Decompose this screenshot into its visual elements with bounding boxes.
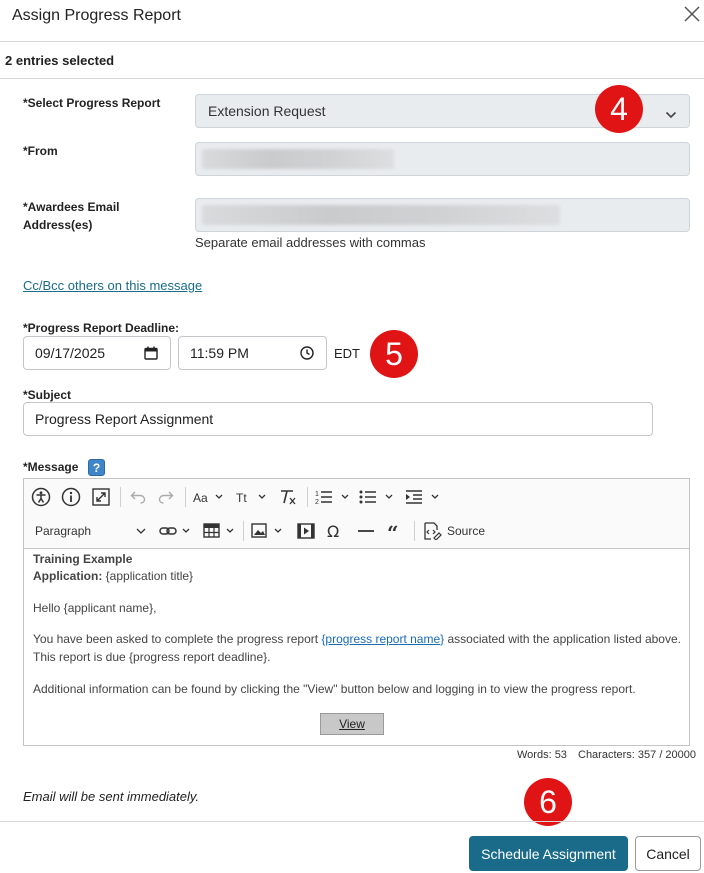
from-label: *From — [23, 144, 58, 158]
paragraph-format-value: Paragraph — [35, 524, 92, 538]
svg-text:“: “ — [387, 523, 399, 539]
image-icon[interactable] — [250, 519, 286, 543]
editor-content[interactable] — [24, 550, 689, 745]
deadline-time-value: 11:59 PM — [190, 345, 249, 361]
remove-format-icon[interactable] — [276, 485, 300, 509]
content-heading: Training Example — [33, 552, 133, 566]
char-count: Characters: 357 / 20000 — [578, 749, 697, 761]
redacted-emails — [202, 205, 560, 225]
application-label: Application: — [33, 569, 103, 583]
awardees-label-line2: Address(es) — [23, 218, 93, 232]
report-name-link[interactable]: {progress report name} — [321, 632, 445, 646]
source-label: Source — [447, 524, 486, 538]
editor-toolbar — [24, 479, 689, 549]
media-icon[interactable] — [294, 519, 318, 543]
line1-before: You have been asked to complete the progress report — [33, 632, 322, 646]
source-icon — [422, 522, 442, 540]
subject-label: *Subject — [23, 388, 72, 402]
subject-value: Progress Report Assignment — [35, 411, 214, 427]
svg-text:2: 2 — [315, 499, 319, 505]
calendar-icon[interactable] — [144, 346, 158, 363]
dialog-title: Assign Progress Report — [12, 7, 181, 24]
redacted-from — [202, 149, 394, 169]
paragraph-format-select[interactable] — [32, 519, 148, 543]
cc-bcc-link[interactable]: Cc/Bcc others on this message — [23, 278, 203, 293]
source-button[interactable] — [422, 519, 492, 543]
cancel-button[interactable]: Cancel — [635, 836, 701, 871]
help-icon[interactable]: ? — [88, 459, 105, 476]
awardees-label — [23, 198, 120, 234]
word-count: Words: 53 — [517, 749, 567, 761]
accessibility-icon[interactable] — [29, 485, 53, 509]
undo-icon[interactable] — [126, 485, 150, 509]
info-icon[interactable] — [59, 485, 83, 509]
chevron-down-icon — [665, 106, 677, 124]
svg-text:Ω: Ω — [327, 523, 340, 539]
numbered-list-icon[interactable] — [314, 485, 354, 509]
content-line2: This report is due {progress report deadline}. — [33, 650, 271, 664]
report-select-value: Extension Request — [208, 103, 326, 119]
fullscreen-icon[interactable] — [89, 485, 113, 509]
svg-text:1: 1 — [315, 491, 319, 498]
special-characters-icon[interactable] — [323, 519, 347, 543]
svg-text:Aa: Aa — [193, 491, 208, 504]
clock-icon[interactable] — [300, 346, 314, 363]
awardees-label-line1: *Awardees Email — [23, 200, 120, 214]
message-label: *Message — [23, 460, 79, 474]
footer-divider — [0, 821, 704, 822]
report-label: *Select Progress Report — [23, 96, 161, 110]
selection-status: 2 entries selected — [5, 53, 115, 68]
awardees-hint: Separate email addresses with commas — [195, 235, 426, 250]
content-line3: Additional information can be found by clicking the "View" button below and logging in to view the progress report. — [33, 682, 636, 696]
timezone-label: EDT — [334, 346, 360, 361]
link-icon[interactable] — [158, 519, 194, 543]
deadline-date-input[interactable] — [23, 336, 171, 370]
font-size-icon[interactable] — [191, 485, 227, 509]
awardees-field[interactable] — [195, 198, 690, 232]
close-icon[interactable] — [682, 4, 702, 24]
subject-input[interactable] — [23, 402, 653, 436]
content-line1 — [33, 632, 681, 646]
header-divider — [0, 41, 704, 42]
selection-divider — [0, 78, 704, 79]
message-editor[interactable] — [23, 478, 690, 746]
schedule-assignment-button[interactable]: Schedule Assignment — [469, 836, 628, 871]
content-application — [33, 569, 193, 583]
blockquote-icon[interactable] — [384, 519, 408, 543]
content-greeting: Hello {applicant name}, — [33, 601, 157, 615]
line1-after: associated with the application listed above. — [444, 632, 681, 646]
annotation-badge-6: 6 — [524, 778, 572, 826]
redo-icon[interactable] — [154, 485, 178, 509]
bulleted-list-icon[interactable] — [358, 485, 398, 509]
application-value: {application title} — [102, 569, 194, 583]
view-button[interactable]: View — [320, 713, 384, 735]
text-transform-icon[interactable] — [234, 485, 270, 509]
send-note: Email will be sent immediately. — [23, 789, 200, 804]
from-field — [195, 142, 690, 176]
svg-text:Tt: Tt — [236, 491, 247, 504]
horizontal-line-icon[interactable] — [354, 519, 378, 543]
deadline-time-input[interactable] — [178, 336, 327, 370]
annotation-badge-4: 4 — [595, 85, 643, 133]
deadline-label: *Progress Report Deadline: — [23, 321, 180, 335]
indent-icon[interactable] — [404, 485, 444, 509]
deadline-date-value: 09/17/2025 — [35, 345, 106, 361]
annotation-badge-5: 5 — [370, 330, 418, 378]
table-icon[interactable] — [202, 519, 238, 543]
